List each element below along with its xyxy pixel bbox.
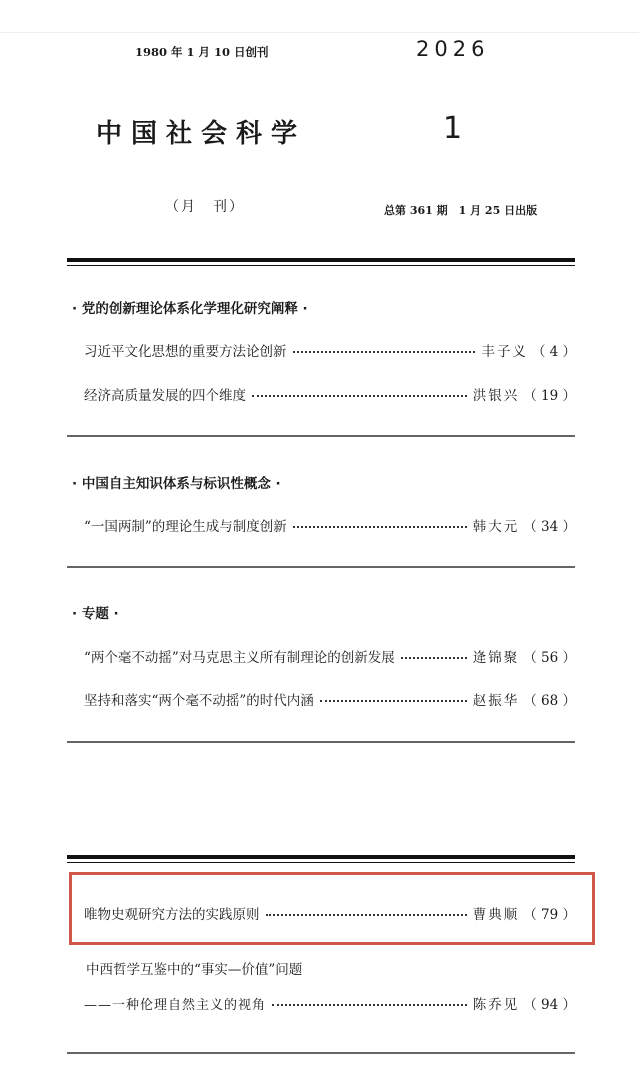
toc-entry[interactable] xyxy=(84,384,576,404)
leader-dots xyxy=(266,904,467,916)
leader-dots xyxy=(252,385,467,397)
section-divider xyxy=(67,435,575,437)
leader-dots xyxy=(401,647,467,659)
entry-author: 洪银兴 xyxy=(472,388,520,404)
top-edge-line xyxy=(0,32,639,33)
section-divider xyxy=(67,566,575,568)
entry-page: （ 68 ） xyxy=(523,693,576,709)
entry-page: （ 4 ） xyxy=(531,344,576,360)
entry-author: 曹典顺 xyxy=(472,907,520,923)
entry-title: “一国两制”的理论生成与制度创新 xyxy=(84,519,287,535)
section-heading: · 党的创新理论体系化学理化研究阐释 · xyxy=(72,301,308,317)
leader-dots xyxy=(272,994,467,1006)
entry-author: 韩大元 xyxy=(472,519,520,535)
entry-page: （ 19 ） xyxy=(523,388,576,404)
entry-title: 习近平文化思想的重要方法论创新 xyxy=(84,344,287,360)
section-heading: · 专题 · xyxy=(72,606,119,622)
frequency: （月 刊） xyxy=(165,199,245,215)
article-title[interactable]: 中西哲学互鉴中的“事实—价值”问题 xyxy=(86,962,303,978)
toc-entry[interactable] xyxy=(84,646,576,666)
total-issue: 总第 361 期 1 月 25 日出版 xyxy=(384,204,538,217)
founded-date: 1980 年 1 月 10 日创刊 xyxy=(135,45,269,59)
entry-page: （ 56 ） xyxy=(523,650,576,666)
lower-divider-thin xyxy=(67,862,575,863)
leader-dots xyxy=(293,516,467,528)
lower-divider-thick xyxy=(67,855,575,859)
toc-entry-highlighted[interactable] xyxy=(84,903,576,923)
leader-dots xyxy=(293,341,476,353)
entry-page: （ 94 ） xyxy=(523,997,576,1013)
toc-entry[interactable] xyxy=(84,689,576,709)
leader-dots xyxy=(320,690,467,702)
toc-entry[interactable] xyxy=(84,515,576,535)
entry-page: （ 34 ） xyxy=(523,519,576,535)
year: 2026 xyxy=(416,37,490,61)
entry-page: （ 79 ） xyxy=(523,907,576,923)
entry-author: 赵振华 xyxy=(472,693,520,709)
section-divider xyxy=(67,741,575,743)
header-divider-thin xyxy=(67,265,575,266)
entry-author: 逄锦聚 xyxy=(472,650,520,666)
entry-title: “两个毫不动摇”对马克思主义所有制理论的创新发展 xyxy=(84,650,395,666)
bottom-divider xyxy=(67,1052,575,1054)
issue-number: 1 xyxy=(443,111,463,146)
toc-entry[interactable] xyxy=(84,340,576,360)
entry-title: 经济高质量发展的四个维度 xyxy=(84,388,246,404)
entry-subtitle: ——一种伦理自然主义的视角 xyxy=(84,997,267,1013)
entry-author: 丰子义 xyxy=(481,344,528,360)
header-divider-thick xyxy=(67,258,575,262)
entry-title: 坚持和落实“两个毫不动摇”的时代内涵 xyxy=(84,693,314,709)
entry-title: 唯物史观研究方法的实践原则 xyxy=(84,907,260,923)
toc-entry-subtitle[interactable] xyxy=(84,993,576,1013)
section-heading: · 中国自主知识体系与标识性概念 · xyxy=(72,476,281,492)
journal-title: 中国社会科学 xyxy=(96,119,307,149)
entry-author: 陈乔见 xyxy=(472,997,520,1013)
